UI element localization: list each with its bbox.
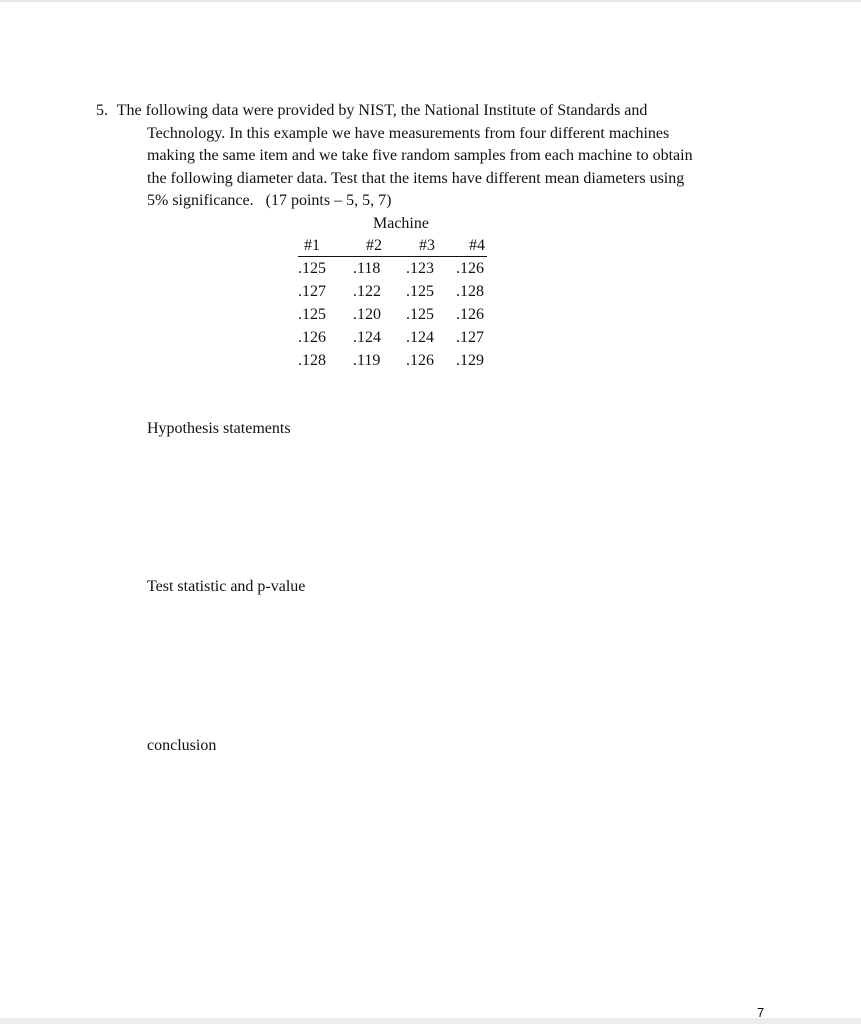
hypothesis-statements-label: Hypothesis statements (147, 420, 291, 437)
table-cell: .129 (456, 352, 484, 369)
question-text-line-2: Technology. In this example we have measurements from four different machines (147, 124, 670, 142)
question-line-1 (96, 100, 746, 123)
header-machine-2: #2 (366, 237, 382, 254)
question-text-line-1: The following data were provided by NIST, the National Institute of Standards and (116, 102, 648, 119)
question-text-line-5: 5% significance. (17 points – 5, 5, 7) (147, 192, 392, 209)
table-cell: .127 (456, 329, 484, 346)
table-cell: .122 (353, 283, 381, 300)
question-number: 5. (96, 102, 108, 119)
table-cell: .128 (456, 283, 484, 300)
table-cell: .125 (298, 260, 326, 277)
table-cell: .125 (406, 306, 434, 323)
header-machine-4: #4 (469, 237, 485, 254)
table-cell: .126 (406, 352, 434, 369)
test-statistic-label: Test statistic and p-value (147, 578, 306, 595)
table-cell: .125 (298, 306, 326, 323)
table-cell: .126 (456, 260, 484, 277)
table-cell: .119 (353, 352, 381, 369)
table-cell: .124 (353, 329, 381, 346)
page-number: 7 (757, 1005, 765, 1020)
question-text-line-4: the following diameter data. Test that the items have different mean diameters using (147, 169, 685, 187)
header-underline (298, 256, 487, 257)
question-5 (96, 100, 746, 213)
table-cell: .125 (406, 283, 434, 300)
table-cell: .126 (298, 329, 326, 346)
header-machine-1: #1 (304, 237, 320, 254)
table-cell: .118 (353, 260, 381, 277)
table-cell: .128 (298, 352, 326, 369)
page-bottom-edge (0, 1018, 861, 1024)
table-cell: .124 (406, 329, 434, 346)
header-machine-3: #3 (419, 237, 435, 254)
table-cell: .120 (353, 306, 381, 323)
conclusion-label: conclusion (147, 737, 217, 754)
question-text-line-3: making the same item and we take five random samples from each machine to obtain (147, 147, 693, 164)
table-title: Machine (373, 215, 429, 232)
table-cell: .127 (298, 283, 326, 300)
page-top-edge (0, 0, 861, 2)
table-cell: .126 (456, 306, 484, 323)
table-cell: .123 (406, 260, 434, 277)
